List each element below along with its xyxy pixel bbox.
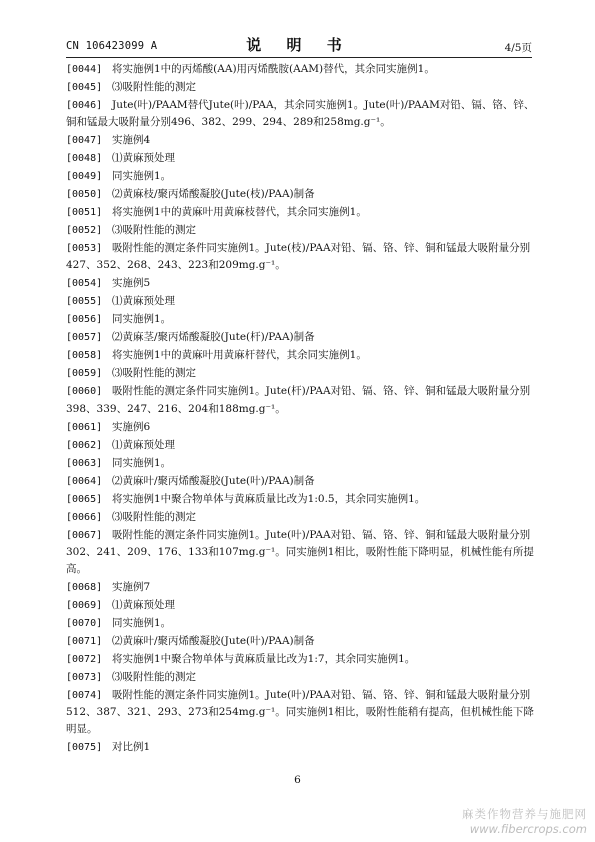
paragraph-text: Jute(叶)/PAAM替代Jute(叶)/PAA，其余同实施例1。Jute(叶)/PAAM对铅、镉、铬、锌、铜和锰最大吸附量分别496、382、299、294、289和258mg.g⁻¹。 <box>66 99 535 129</box>
paragraph-text: 吸附性能的测定条件同实施例1。Jute(叶)/PAA对铅、镉、铬、锌、铜和锰最大吸附量分别302、241、209、176、133和107mg.g⁻¹。同实施例1相比，吸附性能下降明显，机械性能有所提高。 <box>66 528 534 576</box>
paragraph-number: [0070] <box>66 618 103 630</box>
paragraph-text: 将实施例1中的黄麻叶用黄麻杆替代，其余同实施例1。 <box>112 349 367 362</box>
paragraph-number: [0066] <box>66 511 103 523</box>
paragraph-number: [0046] <box>66 100 103 111</box>
paragraph-text: 将实施例1中聚合物单体与黄麻质量比改为1:7，其余同实施例1。 <box>112 653 416 666</box>
paragraph <box>66 455 536 472</box>
page-info: 4/5页 <box>504 42 532 54</box>
paragraph-text: 实施例6 <box>112 420 151 433</box>
paragraph-number: [0047] <box>66 135 103 147</box>
patent-number: CN 106423099 A <box>66 40 158 52</box>
paragraph-text: ⑴黄麻预处理 <box>112 599 175 612</box>
paragraph-number: [0063] <box>66 457 103 469</box>
paragraph-number: [0069] <box>66 600 103 612</box>
paragraph <box>66 615 536 632</box>
paragraph-text: ⑶吸附性能的测定 <box>112 224 196 237</box>
paragraph <box>66 597 536 614</box>
paragraph <box>66 293 536 310</box>
paragraph-number: [0061] <box>66 421 103 433</box>
paragraph <box>66 311 536 328</box>
paragraph-number: [0073] <box>66 672 103 684</box>
paragraph-number: [0049] <box>66 171 103 183</box>
paragraph-number: [0064] <box>66 475 103 487</box>
page-number: 6 <box>294 774 301 786</box>
paragraph <box>66 473 536 490</box>
paragraph <box>66 491 536 508</box>
paragraph-text: 将实施例1中的黄麻叶用黄麻枝替代，其余同实施例1。 <box>112 206 367 219</box>
paragraph-text: ⑴黄麻预处理 <box>112 152 175 165</box>
paragraph-text: ⑴黄麻预处理 <box>112 438 175 451</box>
paragraph <box>66 383 536 417</box>
paragraph <box>66 687 536 739</box>
paragraph-text: 吸附性能的测定条件同实施例1。Jute(叶)/PAA对铅、镉、铬、锌、铜和锰最大吸附量分别512、387、321、293、273和254mg.g⁻¹。同实施例1相比，吸附性能稍有提高，但机械性能下降明显。 <box>66 689 534 736</box>
paragraph-text: ⑶吸附性能的测定 <box>112 671 196 684</box>
paragraph-text: ⑶吸附性能的测定 <box>112 367 196 380</box>
paragraph <box>66 669 536 686</box>
paragraph <box>66 579 536 596</box>
paragraph-number: [0057] <box>66 332 103 344</box>
paragraph <box>66 419 536 436</box>
paragraph-number: [0075] <box>66 742 103 754</box>
paragraph-number: [0059] <box>66 368 103 380</box>
paragraph-number: [0072] <box>66 654 103 666</box>
paragraph-number: [0058] <box>66 350 103 362</box>
paragraph-text: 实施例5 <box>112 277 151 290</box>
paragraph-number: [0055] <box>66 296 103 308</box>
paragraph-text: 吸附性能的测定条件同实施例1。Jute(枝)/PAA对铅、镉、铬、锌、铜和锰最大吸附量分别427、352、268、243、223和209mg.g⁻¹。 <box>66 242 531 272</box>
paragraph-number: [0051] <box>66 207 103 219</box>
paragraph-number: [0054] <box>66 278 103 290</box>
paragraph <box>66 509 536 526</box>
document-body <box>66 61 536 757</box>
paragraph <box>66 186 536 203</box>
paragraph <box>66 275 536 292</box>
paragraph-number: [0067] <box>66 529 103 541</box>
paragraph-number: [0056] <box>66 314 103 326</box>
paragraph-number: [0053] <box>66 243 103 255</box>
paragraph-text: ⑵黄麻叶/聚丙烯酸凝胶(Jute(叶)/PAA)制备 <box>112 635 315 648</box>
paragraph-text: 对比例1 <box>112 741 151 754</box>
paragraph-text: 将实施例1中的丙烯酸(AA)用丙烯酰胺(AAM)替代，其余同实施例1。 <box>112 63 435 75</box>
watermark-url: www.fibercrops.com <box>469 822 587 836</box>
paragraph-text: ⑵黄麻茎/聚丙烯酸凝胶(Jute(杆)/PAA)制备 <box>112 331 315 344</box>
paragraph <box>66 150 536 167</box>
paragraph <box>66 97 536 131</box>
paragraph-number: [0044] <box>66 64 103 75</box>
header-divider <box>66 57 532 58</box>
paragraph-text: ⑵黄麻枝/聚丙烯酸凝胶(Jute(枝)/PAA)制备 <box>112 188 315 201</box>
paragraph-text: 同实施例1。 <box>112 617 172 630</box>
paragraph-text: 同实施例1。 <box>112 456 172 469</box>
paragraph <box>66 61 536 78</box>
paragraph-text: 将实施例1中聚合物单体与黄麻质量比改为1:0.5，其余同实施例1。 <box>112 492 426 505</box>
paragraph-number: [0045] <box>66 82 103 93</box>
paragraph-text: ⑶吸附性能的测定 <box>112 510 196 523</box>
paragraph-text: ⑴黄麻预处理 <box>112 295 175 308</box>
paragraph-number: [0071] <box>66 636 103 648</box>
paragraph-text: ⑶吸附性能的测定 <box>112 81 196 93</box>
paragraph <box>66 651 536 668</box>
paragraph <box>66 527 536 579</box>
paragraph-number: [0062] <box>66 439 103 451</box>
paragraph-text: 吸附性能的测定条件同实施例1。Jute(杆)/PAA对铅、镉、铬、锌、铜和锰最大吸附量分别398、339、247、216、204和188mg.g⁻¹。 <box>66 385 531 415</box>
paragraph <box>66 204 536 221</box>
watermark <box>462 806 587 836</box>
paragraph <box>66 329 536 346</box>
paragraph <box>66 132 536 149</box>
paragraph <box>66 347 536 364</box>
paragraph-number: [0068] <box>66 582 103 594</box>
paragraph-number: [0048] <box>66 153 103 165</box>
paragraph-text: 实施例7 <box>112 581 151 594</box>
paragraph <box>66 79 536 96</box>
paragraph-text: 同实施例1。 <box>112 313 172 326</box>
paragraph-number: [0052] <box>66 225 103 237</box>
paragraph <box>66 365 536 382</box>
page-header <box>66 34 532 56</box>
paragraph <box>66 240 536 274</box>
paragraph-text: ⑵黄麻叶/聚丙烯酸凝胶(Jute(叶)/PAA)制备 <box>112 474 315 487</box>
paragraph-number: [0065] <box>66 493 103 505</box>
paragraph-number: [0060] <box>66 386 103 398</box>
watermark-site-name: 麻类作物营养与施肥网 <box>462 807 587 821</box>
paragraph-number: [0050] <box>66 189 103 201</box>
paragraph <box>66 739 536 756</box>
paragraph-number: [0074] <box>66 690 103 702</box>
paragraph-text: 实施例4 <box>112 134 151 147</box>
document-title: 说 明 书 <box>246 36 352 54</box>
paragraph <box>66 633 536 650</box>
paragraph <box>66 222 536 239</box>
paragraph <box>66 437 536 454</box>
paragraph-text: 同实施例1。 <box>112 170 172 183</box>
paragraph <box>66 168 536 185</box>
